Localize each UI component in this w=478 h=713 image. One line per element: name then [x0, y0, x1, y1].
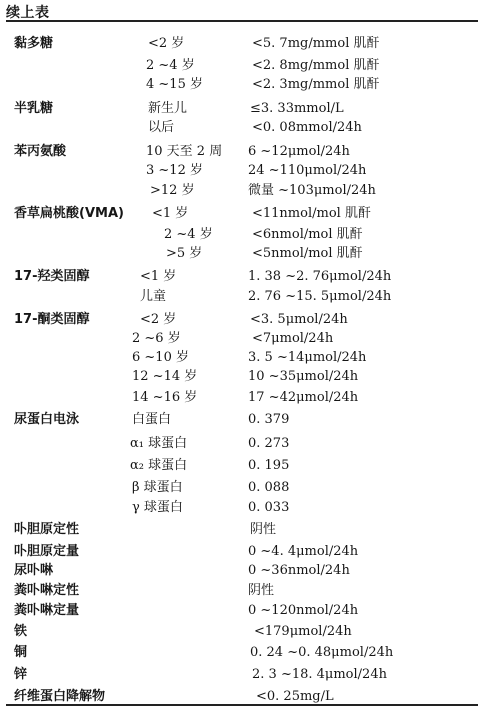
condition: 新生儿 — [148, 101, 188, 116]
condition: >12 岁 — [150, 183, 195, 198]
table-row — [0, 520, 478, 540]
table-continuation-title: 续上表 — [6, 5, 50, 21]
table-row — [0, 244, 478, 264]
reference-value: 0. 273 — [248, 436, 290, 451]
reference-value: 0. 195 — [248, 458, 290, 473]
reference-value: 0. 379 — [248, 412, 290, 427]
reference-value: ≤3. 33mmol/L — [250, 101, 344, 116]
reference-value: 17 ~42μmol/24h — [248, 390, 359, 405]
test-name: 卟胆原定量 — [14, 544, 80, 559]
condition: 3 ~12 岁 — [146, 163, 203, 178]
reference-value: 阴性 — [250, 522, 277, 537]
table-row — [0, 34, 478, 54]
reference-value: 10 ~35μmol/24h — [248, 369, 359, 384]
condition: 以后 — [148, 120, 175, 135]
condition: <2 岁 — [148, 36, 185, 51]
table-row — [0, 388, 478, 408]
condition: 6 ~10 岁 — [132, 350, 189, 365]
reference-value: 0 ~4. 4μmol/24h — [248, 544, 359, 559]
reference-value: 0 ~120nmol/24h — [248, 603, 359, 618]
test-name: 17-羟类固醇 — [14, 269, 90, 284]
table-row — [0, 434, 478, 454]
condition: 10 天至 2 周 — [146, 144, 223, 159]
table-row — [0, 478, 478, 498]
reference-value: 微量 ~103μmol/24h — [248, 183, 376, 198]
table-row — [0, 367, 478, 387]
condition: 儿童 — [140, 289, 167, 304]
test-name: 粪卟啉定量 — [14, 603, 80, 618]
table-row — [0, 410, 478, 430]
test-name: 香草扁桃酸(VMA) — [14, 206, 124, 221]
reference-value: <0. 08mmol/24h — [252, 120, 362, 135]
table-row — [0, 225, 478, 245]
table-row — [0, 622, 478, 642]
table-row — [0, 287, 478, 307]
table-row — [0, 498, 478, 518]
condition: 2 ~6 岁 — [132, 331, 181, 346]
reference-value: <7μmol/24h — [252, 331, 334, 346]
condition: <2 岁 — [140, 312, 177, 327]
condition: 2 ~4 岁 — [146, 58, 195, 73]
reference-value: 3. 5 ~14μmol/24h — [248, 350, 367, 365]
reference-value: <11nmol/mol 肌酐 — [252, 206, 371, 221]
reference-value: 2. 3 ~18. 4μmol/24h — [252, 667, 387, 682]
condition: α₂ 球蛋白 — [130, 458, 188, 473]
reference-value: 24 ~110μmol/24h — [248, 163, 367, 178]
table-row — [0, 56, 478, 76]
test-name: 尿卟啉 — [14, 563, 54, 578]
table-row — [0, 561, 478, 581]
test-name: 粪卟啉定性 — [14, 583, 80, 598]
table-row — [0, 142, 478, 162]
table-row — [0, 329, 478, 349]
test-name: 尿蛋白电泳 — [14, 412, 80, 427]
condition: <1 岁 — [152, 206, 189, 221]
condition: β 球蛋白 — [132, 480, 183, 495]
test-name: 铜 — [14, 645, 28, 660]
test-name: 纤维蛋白降解物 — [14, 689, 106, 704]
table-row — [0, 665, 478, 685]
condition: γ 球蛋白 — [132, 500, 183, 515]
condition: <1 岁 — [140, 269, 177, 284]
reference-value: <5. 7mg/mmol 肌酐 — [252, 36, 380, 51]
table-row — [0, 99, 478, 119]
reference-value: 0. 033 — [248, 500, 290, 515]
test-name: 卟胆原定性 — [14, 522, 80, 537]
reference-value: 阴性 — [248, 583, 275, 598]
reference-value: <6nmol/mol 肌酐 — [252, 227, 363, 242]
reference-value: 0. 088 — [248, 480, 290, 495]
reference-value: <2. 8mg/mmol 肌酐 — [252, 58, 380, 73]
condition: 白蛋白 — [132, 412, 172, 427]
table-row — [0, 161, 478, 181]
test-name: 锌 — [14, 667, 28, 682]
reference-value: 6 ~12μmol/24h — [248, 144, 350, 159]
reference-value: <0. 25mg/L — [256, 689, 334, 704]
test-name: 铁 — [14, 624, 28, 639]
test-name: 17-酮类固醇 — [14, 312, 90, 327]
test-name: 半乳糖 — [14, 101, 54, 116]
bottom-rule — [6, 704, 478, 706]
table-row — [0, 456, 478, 476]
reference-value: 2. 76 ~15. 5μmol/24h — [248, 289, 392, 304]
condition: 2 ~4 岁 — [164, 227, 213, 242]
table-row — [0, 348, 478, 368]
condition: α₁ 球蛋白 — [130, 436, 188, 451]
reference-value: <179μmol/24h — [254, 624, 352, 639]
table-row — [0, 181, 478, 201]
reference-value: <2. 3mg/mmol 肌酐 — [252, 77, 380, 92]
condition: 4 ~15 岁 — [146, 77, 203, 92]
test-name: 黏多糖 — [14, 36, 54, 51]
table-row — [0, 581, 478, 601]
condition: >5 岁 — [166, 246, 203, 261]
table-row — [0, 75, 478, 95]
table-row — [0, 601, 478, 621]
table-row — [0, 310, 478, 330]
table-row — [0, 204, 478, 224]
table-row — [0, 643, 478, 663]
table-row — [0, 118, 478, 138]
reference-value: <5nmol/mol 肌酐 — [252, 246, 363, 261]
reference-value: 1. 38 ~2. 76μmol/24h — [248, 269, 392, 284]
condition: 14 ~16 岁 — [132, 390, 198, 405]
reference-value: 0. 24 ~0. 48μmol/24h — [250, 645, 394, 660]
table-row — [0, 267, 478, 287]
reference-value: 0 ~36nmol/24h — [248, 563, 350, 578]
table-row — [0, 542, 478, 562]
test-name: 苯丙氨酸 — [14, 144, 67, 159]
condition: 12 ~14 岁 — [132, 369, 198, 384]
reference-value: <3. 5μmol/24h — [250, 312, 348, 327]
